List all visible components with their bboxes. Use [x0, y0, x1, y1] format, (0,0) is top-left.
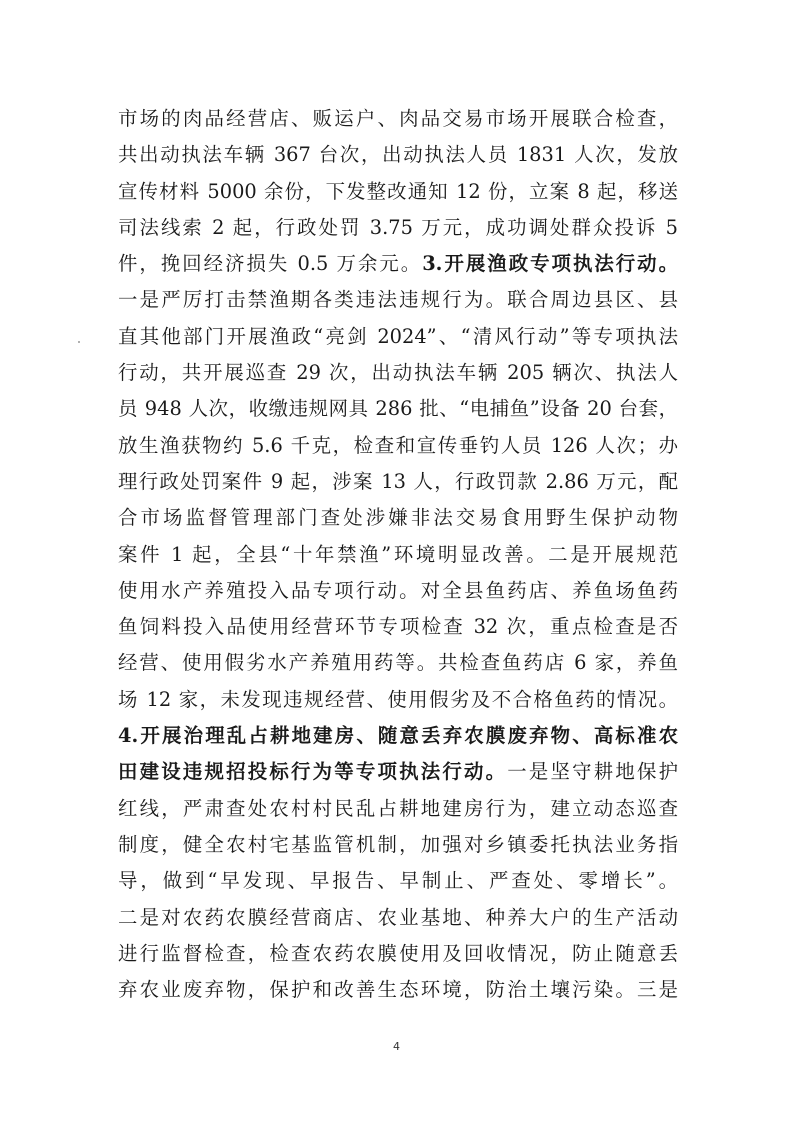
text-line	[118, 573, 678, 609]
text-segment: 弃农业废弃物，保护和改善生态环境，防治土壤污染。三是	[118, 978, 678, 1002]
text-segment: 放生渔获物约 5.6 千克，检查和宣传垂钓人员 126 人次；办	[118, 433, 678, 457]
scan-speck	[78, 341, 80, 343]
text-segment: 导，做到“早发现、早报告、早制止、严查处、零增长”。	[118, 869, 678, 893]
text-segment: 经营、使用假劣水产养殖用药等。共检查鱼药店 6 家，养鱼	[118, 651, 678, 675]
text-line	[118, 972, 678, 1008]
text-line	[118, 754, 678, 790]
text-line	[118, 282, 678, 318]
body-text	[118, 101, 678, 1008]
text-line	[118, 718, 678, 754]
text-segment: 二是对农药农膜经营商店、农业基地、种养大户的生产活动	[118, 905, 678, 929]
text-line	[118, 936, 678, 972]
text-line	[118, 537, 678, 573]
text-segment: 鱼饲料投入品使用经营环节专项检查 32 次，重点检查是否	[118, 615, 678, 639]
text-segment: 共出动执法车辆 367 台次，出动执法人员 1831 人次，发放	[118, 143, 678, 167]
text-line	[118, 355, 678, 391]
page-number: 4	[393, 1040, 400, 1053]
text-line	[118, 500, 678, 536]
text-line	[118, 174, 678, 210]
text-segment: 市场的肉品经营店、贩运户、肉品交易市场开展联合检查，	[118, 107, 678, 130]
text-segment: 员 948 人次，收缴违规网具 286 批、“电捕鱼”设备 20 台套，	[118, 397, 678, 421]
text-segment: 使用水产养殖投入品专项行动。对全县鱼药店、养鱼场鱼药	[118, 578, 678, 602]
text-line	[118, 900, 678, 936]
text-line	[118, 682, 678, 718]
text-segment: 进行监督检查，检查农药农膜使用及回收情况，防止随意丢	[118, 941, 678, 965]
bold-heading-segment: 4.开展治理乱占耕地建房、随意丢弃农膜废弃物、高标准农	[118, 724, 678, 748]
text-line	[118, 428, 678, 464]
text-line	[118, 827, 678, 863]
text-line	[118, 391, 678, 427]
text-line	[118, 464, 678, 500]
text-segment: 件，挽回经济损失 0.5 万余元。	[118, 252, 423, 276]
text-segment: 案件 1 起，全县“十年禁渔”环境明显改善。二是开展规范	[118, 542, 678, 566]
text-segment: 直其他部门开展渔政“亮剑 2024”、“清风行动”等专项执法	[118, 324, 678, 348]
bold-heading-segment: 3.开展渔政专项执法行动。	[422, 252, 678, 276]
text-line	[118, 137, 678, 173]
text-segment: 场 12 家，未发现违规经营、使用假劣及不合格鱼药的情况。	[118, 687, 678, 711]
text-segment: 理行政处罚案件 9 起，涉案 13 人，行政罚款 2.86 万元，配	[118, 469, 678, 493]
text-segment: 合市场监督管理部门查处涉嫌非法交易食用野生保护动物	[118, 506, 678, 530]
text-segment: 宣传材料 5000 余份，下发整改通知 12 份，立案 8 起，移送	[118, 179, 678, 203]
text-line	[118, 609, 678, 645]
text-line	[118, 210, 678, 246]
bold-heading-segment: 田建设违规招投标行为等专项执法行动。	[118, 760, 508, 784]
text-segment: 一是坚守耕地保护	[507, 760, 679, 784]
text-line	[118, 645, 678, 681]
text-line	[118, 863, 678, 899]
text-line	[118, 246, 678, 282]
text-segment: 制度，健全农村宅基监管机制，加强对乡镇委托执法业务指	[118, 832, 678, 856]
text-segment: 行动，共开展巡查 29 次，出动执法车辆 205 辆次、执法人	[118, 361, 678, 385]
text-segment: 司法线索 2 起，行政处罚 3.75 万元，成功调处群众投诉 5	[118, 215, 678, 239]
text-segment: 一是严厉打击禁渔期各类违法违规行为。联合周边县区、县	[118, 288, 678, 312]
text-line	[118, 791, 678, 827]
text-line	[118, 319, 678, 355]
text-segment: 红线，严肃查处农村村民乱占耕地建房行为，建立动态巡查	[118, 796, 678, 820]
text-line	[118, 101, 678, 137]
